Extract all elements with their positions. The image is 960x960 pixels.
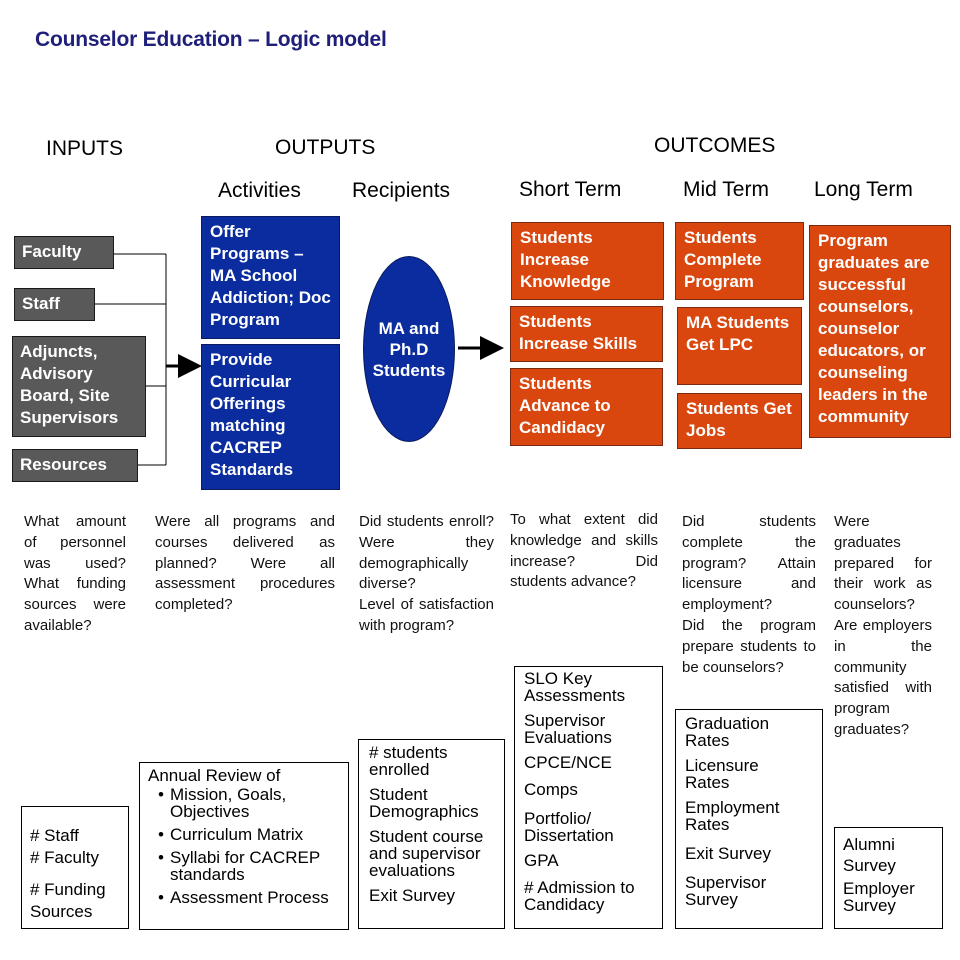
short-term-skills: Students Increase Skills — [510, 306, 663, 362]
measure-funding: # Funding Sources — [30, 880, 106, 921]
measure-supervisor-evals: Supervisor Evaluations — [524, 711, 612, 747]
subheader-mid-term: Mid Term — [683, 178, 769, 201]
measure-graduation: Graduation Rates — [685, 714, 770, 750]
measure-curriculum: • Curriculum Matrix — [160, 826, 348, 843]
measure-portfolio: Portfolio/ Dissertation — [524, 809, 614, 845]
measures-short-term — [514, 666, 663, 929]
header-outputs: OUTPUTS — [275, 136, 376, 159]
input-staff: Staff — [14, 288, 95, 321]
input-faculty: Faculty — [14, 236, 114, 269]
measures-recipients — [358, 739, 505, 929]
measure-enrolled: # students enrolled — [369, 743, 448, 779]
activity-offer-programs: Offer Programs – MA School Addiction; Doc Program — [201, 216, 340, 339]
measure-cpce: CPCE/NCE — [524, 753, 612, 772]
measure-assessment: • Assessment Process — [160, 889, 348, 906]
question-recipients-text-1: Did students enroll? Were they demographically diverse? — [359, 513, 494, 593]
measures-long-term — [834, 827, 943, 929]
measure-evaluations: Student course and supervisor evaluations — [369, 827, 484, 880]
measure-supervisor-survey: Supervisor Survey — [685, 873, 767, 909]
question-mid-term-text-1: Did students complete the program? Attain licensure and employment? — [682, 513, 816, 614]
mid-term-jobs: Students Get Jobs — [677, 393, 802, 449]
subheader-activities: Activities — [218, 179, 301, 202]
measure-alumni: Alumni Survey — [843, 835, 896, 875]
page-title: Counselor Education – Logic model — [35, 28, 387, 51]
mid-term-lpc: MA Students Get LPC — [677, 307, 802, 385]
measure-demographics: Student Demographics — [369, 785, 479, 821]
short-term-knowledge: Students Increase Knowledge — [511, 222, 664, 300]
short-term-candidacy: Students Advance to Candidacy — [510, 368, 663, 446]
measure-activities-list — [148, 786, 348, 906]
question-recipients — [359, 512, 494, 637]
subheader-short-term: Short Term — [519, 178, 622, 201]
question-recipients-text-2: Level of satisfaction with program? — [359, 596, 494, 634]
subheader-recipients: Recipients — [352, 179, 451, 202]
measure-slo: SLO Key Assessments — [524, 669, 626, 705]
measure-licensure: Licensure Rates — [685, 756, 759, 792]
measure-employment: Employment Rates — [685, 798, 780, 834]
header-outcomes: OUTCOMES — [654, 134, 776, 157]
question-activities-text: Were all programs and courses delivered as planned? Were all assessment procedures completed? — [155, 513, 335, 614]
input-resources: Resources — [12, 449, 138, 482]
question-inputs — [24, 512, 126, 637]
header-inputs: INPUTS — [46, 137, 124, 160]
question-long-term — [834, 512, 932, 741]
measure-mission: • Mission, Goals, Objectives — [160, 786, 348, 820]
measure-staff: # Staff — [30, 826, 79, 845]
measure-gpa: GPA — [524, 851, 559, 870]
measures-activities — [139, 762, 349, 930]
question-inputs-text: What amount of personnel was used? What funding sources were available? — [24, 513, 126, 634]
question-mid-term — [682, 512, 816, 678]
question-short-term-text: To what extent did knowledge and skills increase? Did students advance? — [510, 511, 658, 591]
measure-admission: # Admission to Candidacy — [524, 878, 635, 914]
subheader-long-term: Long Term — [814, 178, 913, 201]
question-mid-term-text-2: Did the program prepare students to be counselors? — [682, 616, 816, 676]
measures-inputs — [21, 806, 129, 929]
mid-term-complete: Students Complete Program — [675, 222, 804, 300]
measure-employer: Employer Survey — [843, 879, 915, 915]
measure-mid-exit-survey: Exit Survey — [685, 844, 771, 863]
question-activities — [155, 512, 335, 616]
question-short-term — [510, 510, 658, 593]
measures-mid-term — [675, 709, 823, 929]
recipients-ellipse — [363, 256, 455, 442]
measure-annual-review: Annual Review of — [148, 766, 281, 785]
measure-comps: Comps — [524, 780, 578, 799]
measure-syllabi: • Syllabi for CACREP standards — [160, 849, 348, 883]
measure-faculty: # Faculty — [30, 848, 99, 867]
question-long-term-text-1: Were graduates prepared for their work as counselors? — [834, 513, 932, 614]
measure-exit-survey: Exit Survey — [369, 886, 455, 905]
question-long-term-text-2: Are employers in the community satisfied with program graduates? — [834, 616, 932, 738]
activity-curricular-offerings: Provide Curricular Offerings matching CACREP Standards — [201, 344, 340, 490]
recipients-label: MA and Ph.D Students — [372, 318, 446, 380]
long-term-outcome: Program graduates are successful counselors, counselor educators, or counseling leaders in the community — [809, 225, 951, 438]
input-adjuncts: Adjuncts, Advisory Board, Site Supervisors — [12, 336, 146, 437]
